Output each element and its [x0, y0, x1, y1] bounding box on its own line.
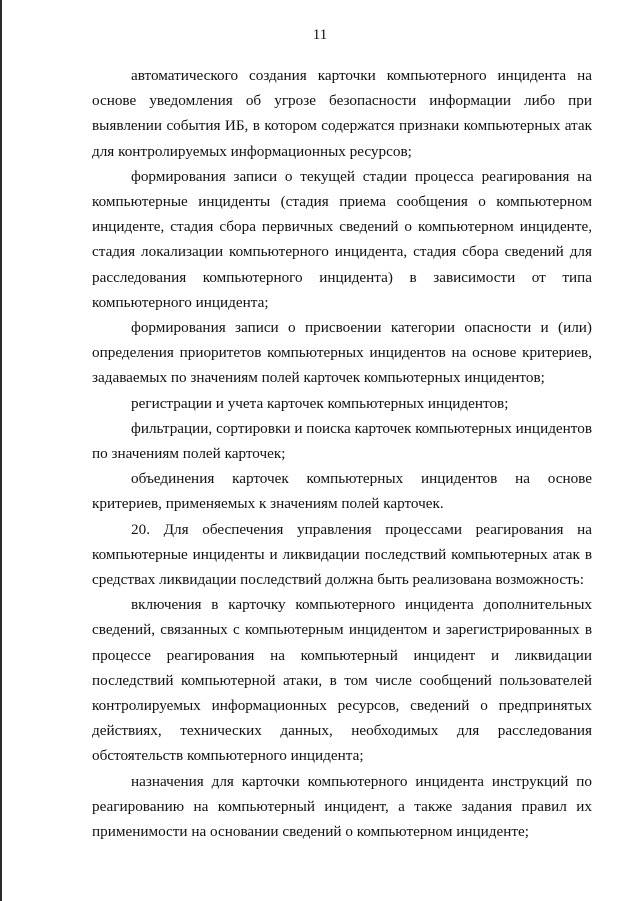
page-number: 11 [312, 27, 328, 43]
document-body [92, 63, 592, 844]
paragraph-registration: регистрации и учета карточек компьютерных инцидентов; [131, 394, 509, 412]
paragraph-instructions: назначения для карточки компьютерного инцидента инструкций по реагированию на компьютерный инцидент, а также задания правил их применимости на основании сведений о компьютерном инциденте; [92, 772, 592, 841]
paragraph-auto-creation: автоматического создания карточки компьютерного инцидента на основе уведомления об угрозе безопасности информации либо при выявлении события ИБ, в котором содержатся признаки компьютерных атак для контролируемых информационных ресурсов; [92, 67, 592, 160]
paragraph-category-priority: формирования записи о присвоении категории опасности и (или) определения приоритетов компьютерных инцидентов на основе критериев, задаваемых по значениям полей карточек компьютерных инцидентов; [92, 319, 592, 387]
paragraph-additional-info: включения в карточку компьютерного инцидента дополнительных сведений, связанных с компьютерным инцидентом и зарегистрированных в процессе реагирования на компьютерный инцидент и ликвидации последствий компьютерной атаки, в том числе сообщений пользователей контролируемых информационных ресурсов, сведений о предпринятых действиях, технических данных, необходимых для расследования обстоятельств компьютерного инцидента; [92, 596, 592, 765]
scan-edge-line [0, 0, 2, 901]
paragraph-section-20: 20. Для обеспечения управления процессами реагирования на компьютерные инциденты и ликвидации последствий компьютерных атак в средствах ликвидации последствий должна быть реализована возможность: [92, 520, 592, 589]
paragraph-filtering: фильтрации, сортировки и поиска карточек компьютерных инцидентов по значениям полей карточек; [92, 419, 592, 463]
paragraph-merging: объединения карточек компьютерных инцидентов на основе критериев, применяемых к значениям полей карточек. [92, 470, 592, 513]
paragraph-stage-record: формирования записи о текущей стадии процесса реагирования на компьютерные инциденты (стадия приема сообщения о компьютерном инциденте, стадия сбора первичных сведений о компьютерном инциденте, стадия локализации компьютерного инцидента, стадия сбора сведений для расследования компьютерного инцидента) в зависимости от типа компьютерного инцидента; [92, 167, 592, 311]
